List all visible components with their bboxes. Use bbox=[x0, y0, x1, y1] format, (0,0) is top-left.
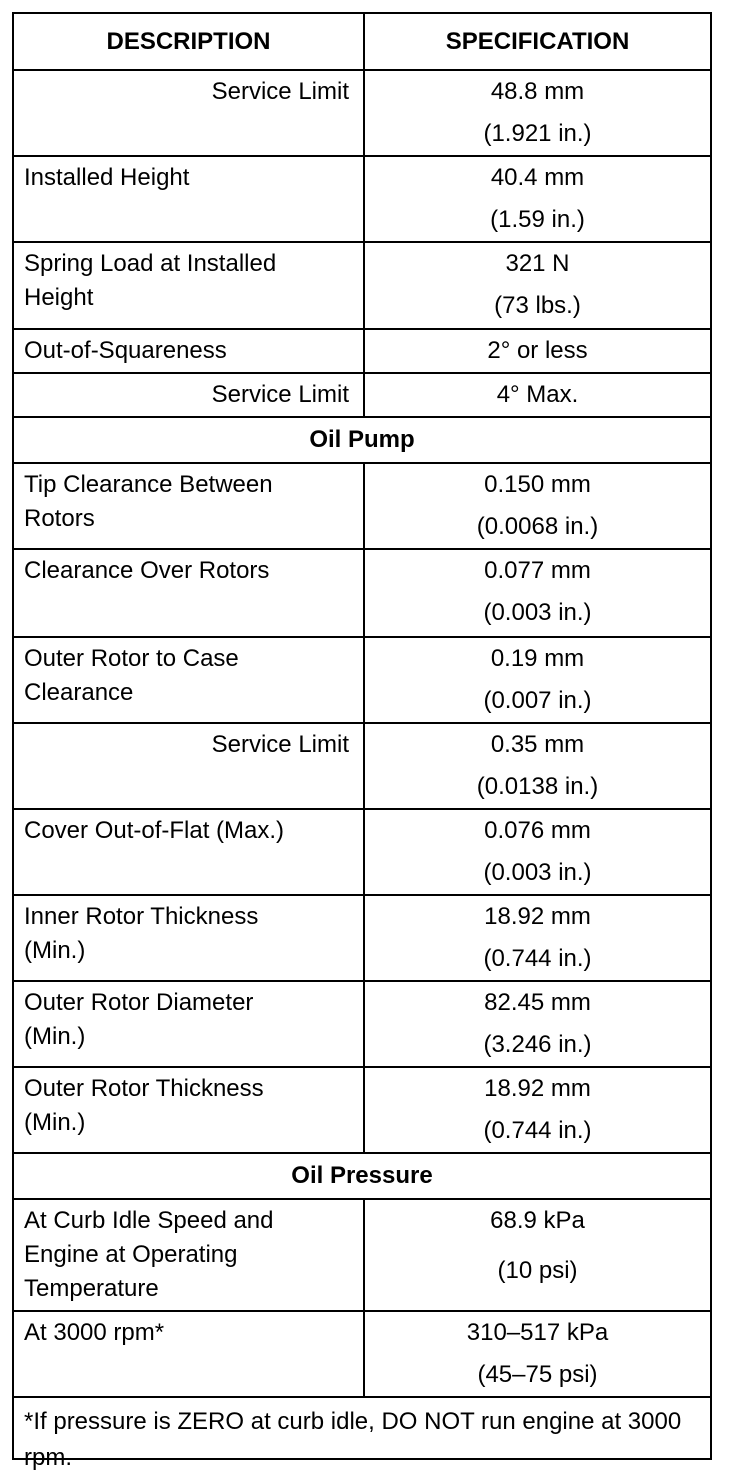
table-row bbox=[14, 463, 710, 549]
table-row bbox=[14, 549, 710, 637]
row-description: Service Limit bbox=[14, 723, 364, 809]
row-specification: 40.4 mm (1.59 in.) bbox=[364, 156, 710, 242]
row-specification: 48.8 mm (1.921 in.) bbox=[364, 70, 710, 156]
table-row bbox=[14, 70, 710, 156]
row-description: At Curb Idle Speed and Engine at Operating Temperature bbox=[14, 1199, 364, 1311]
footnote-row bbox=[14, 1397, 710, 1482]
section-title: Oil Pump bbox=[14, 417, 710, 463]
table-row bbox=[14, 242, 710, 329]
row-specification: 18.92 mm (0.744 in.) bbox=[364, 1067, 710, 1153]
row-specification: 68.9 kPa (10 psi) bbox=[364, 1199, 710, 1311]
header-row bbox=[14, 14, 710, 70]
row-description: Service Limit bbox=[14, 373, 364, 417]
section-title: Oil Pressure bbox=[14, 1153, 710, 1199]
table-row bbox=[14, 1199, 710, 1311]
row-description: Outer Rotor Thickness (Min.) bbox=[14, 1067, 364, 1153]
table-row bbox=[14, 723, 710, 809]
row-specification: 18.92 mm (0.744 in.) bbox=[364, 895, 710, 981]
row-specification: 321 N (73 lbs.) bbox=[364, 242, 710, 329]
spec-table-sheet bbox=[12, 12, 712, 1471]
table-row bbox=[14, 156, 710, 242]
row-description: Spring Load at Installed Height bbox=[14, 242, 364, 329]
row-specification: 2° or less bbox=[364, 329, 710, 373]
row-description: Tip Clearance Between Rotors bbox=[14, 463, 364, 549]
row-description: Out-of-Squareness bbox=[14, 329, 364, 373]
row-description: Cover Out-of-Flat (Max.) bbox=[14, 809, 364, 895]
specification-header: SPECIFICATION bbox=[364, 14, 710, 70]
table-row bbox=[14, 1067, 710, 1153]
row-description: Outer Rotor Diameter (Min.) bbox=[14, 981, 364, 1067]
row-specification: 82.45 mm (3.246 in.) bbox=[364, 981, 710, 1067]
row-description: Outer Rotor to Case Clearance bbox=[14, 637, 364, 723]
table-row bbox=[14, 895, 710, 981]
row-specification: 0.19 mm (0.007 in.) bbox=[364, 637, 710, 723]
section-row-oil-pressure bbox=[14, 1153, 710, 1199]
table-row bbox=[14, 1311, 710, 1397]
row-specification: 0.35 mm (0.0138 in.) bbox=[364, 723, 710, 809]
spec-table bbox=[14, 14, 710, 1482]
row-description: Clearance Over Rotors bbox=[14, 549, 364, 637]
row-description: Inner Rotor Thickness (Min.) bbox=[14, 895, 364, 981]
table-row bbox=[14, 329, 710, 373]
row-specification: 0.076 mm (0.003 in.) bbox=[364, 809, 710, 895]
footnote: *If pressure is ZERO at curb idle, DO NOT run engine at 3000 rpm. bbox=[14, 1397, 710, 1482]
row-specification: 4° Max. bbox=[364, 373, 710, 417]
row-specification: 0.150 mm (0.0068 in.) bbox=[364, 463, 710, 549]
table-row bbox=[14, 809, 710, 895]
row-description: Service Limit bbox=[14, 70, 364, 156]
row-description: At 3000 rpm* bbox=[14, 1311, 364, 1397]
table-row bbox=[14, 981, 710, 1067]
row-specification: 0.077 mm (0.003 in.) bbox=[364, 549, 710, 637]
section-row-oil-pump bbox=[14, 417, 710, 463]
row-specification: 310–517 kPa (45–75 psi) bbox=[364, 1311, 710, 1397]
row-description: Installed Height bbox=[14, 156, 364, 242]
description-header: DESCRIPTION bbox=[14, 14, 364, 70]
table-row bbox=[14, 373, 710, 417]
table-row bbox=[14, 637, 710, 723]
